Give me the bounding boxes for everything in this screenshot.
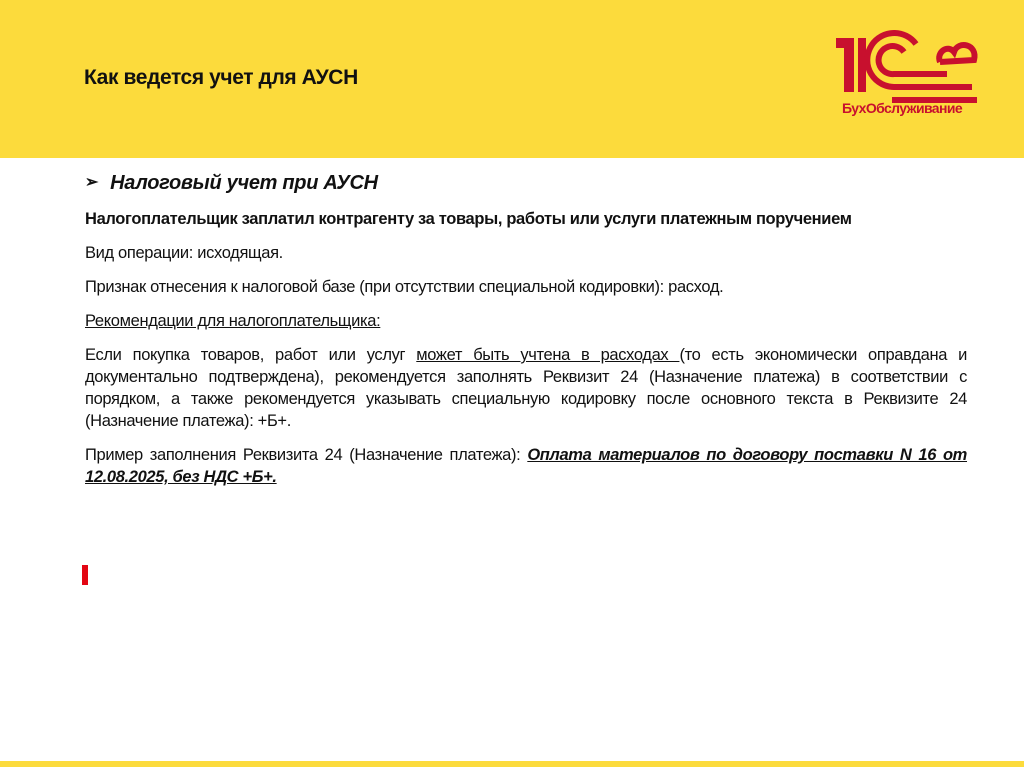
logo-text: БухОбслуживание — [842, 100, 963, 116]
paragraph-operation-type: Вид операции: исходящая. — [85, 244, 283, 262]
underlined-text: может быть учтена в расходах — [416, 346, 680, 364]
red-marker — [82, 565, 88, 585]
text: (то есть экономически оправдана и документально подтверждена), рекомендуется заполнять Реквизит 24 (Назначение платежа) в соответствии с порядком, а также рекомендуется указывать специальную кодировку после основного текста в Реквизите 24 (Назначение платежа): +Б+. — [85, 346, 968, 430]
subtitle-text: Налоговый учет при АУСН — [110, 172, 378, 194]
paragraph-recommendation — [85, 344, 967, 432]
arrow-bullet-icon: ➢ — [85, 174, 99, 191]
example-text: Оплата материалов по договору поставки N 16 от 12.08.2025, без НДС +Б+. — [85, 446, 968, 486]
paragraph-situation: Налогоплательщик заплатил контрагенту за товары, работы или услуги платежным поручением — [85, 210, 852, 228]
paragraph-tax-base: Признак отнесения к налоговой базе (при отсутствии специальной кодировки): расход. — [85, 278, 724, 296]
paragraph-recommendations-heading — [85, 310, 967, 332]
bottom-stripe — [0, 761, 1024, 767]
slide-content — [85, 172, 967, 500]
paragraph-example — [85, 444, 967, 488]
slide-title: Как ведется учет для АУСН — [84, 66, 358, 89]
text: Если покупка товаров, работ или услуг — [85, 346, 417, 364]
recommendations-heading: Рекомендации для налогоплательщика: — [85, 312, 381, 330]
text: Пример заполнения Реквизита 24 (Назначение платежа): — [85, 446, 528, 464]
section-subtitle — [85, 172, 967, 194]
